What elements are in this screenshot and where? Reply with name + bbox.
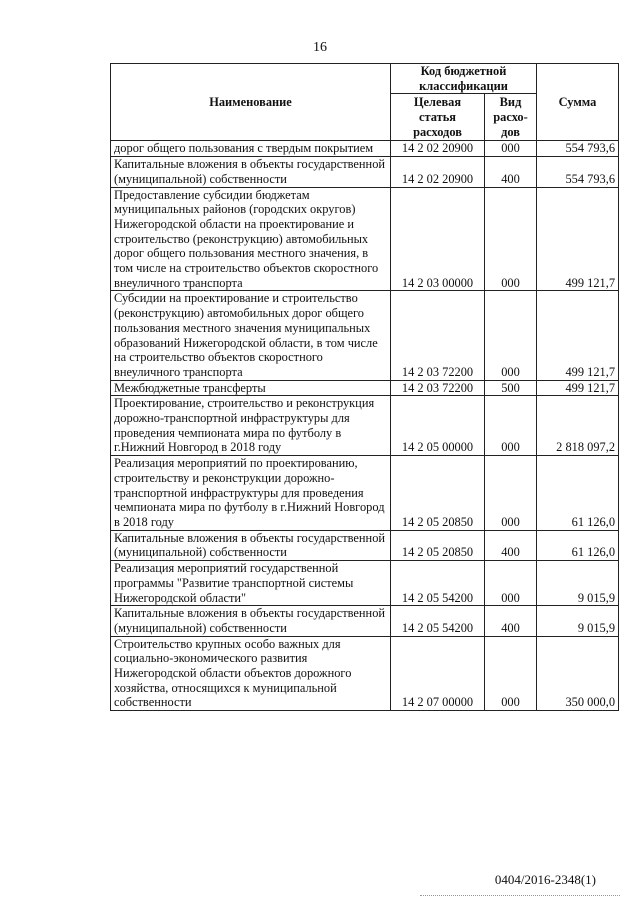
row-sum: 499 121,7 (537, 380, 619, 396)
row-expense-kind: 400 (485, 157, 537, 187)
table-row (111, 456, 619, 531)
row-sum: 499 121,7 (537, 291, 619, 380)
header-sum: Сумма (537, 64, 619, 141)
table-row (111, 291, 619, 380)
table-row (111, 157, 619, 187)
row-target-code: 14 2 05 00000 (391, 396, 485, 456)
row-name: Капитальные вложения в объекты государственной (муниципальной) собственности (111, 157, 391, 187)
row-target-code: 14 2 03 72200 (391, 291, 485, 380)
table-row (111, 396, 619, 456)
header-code-group: Код бюджетной классификации (391, 64, 537, 94)
row-expense-kind: 000 (485, 561, 537, 606)
row-name: Реализация мероприятий государственной программы "Развитие транспортной системы Нижегородской области" (111, 561, 391, 606)
row-sum: 61 126,0 (537, 530, 619, 560)
table-row (111, 530, 619, 560)
row-sum: 9 015,9 (537, 561, 619, 606)
row-expense-kind: 000 (485, 636, 537, 711)
row-expense-kind: 400 (485, 530, 537, 560)
row-expense-kind: 000 (485, 396, 537, 456)
row-sum: 554 793,6 (537, 141, 619, 157)
row-expense-kind: 500 (485, 380, 537, 396)
row-expense-kind: 000 (485, 291, 537, 380)
table-row (111, 141, 619, 157)
row-name: Межбюджетные трансферты (111, 380, 391, 396)
header-name: Наименование (111, 64, 391, 141)
scan-artifact (420, 895, 620, 897)
row-name: Реализация мероприятий по проектированию, строительству и реконструкции дорожно-транспортной инфраструктуры для проведения чемпионата мира по футболу в г.Нижний Новгород в 2018 году (111, 456, 391, 531)
row-name: Предоставление субсидии бюджетам муниципальных районов (городских округов) Нижегородской области на проектирование и строительство (реконструкцию) автомобильных дорог общего пользования местного значения, в том числе на строительство объектов скоростного внеуличного транспорта (111, 187, 391, 291)
row-target-code: 14 2 02 20900 (391, 141, 485, 157)
row-name: Капитальные вложения в объекты государственной (муниципальной) собственности (111, 606, 391, 636)
row-sum: 499 121,7 (537, 187, 619, 291)
table-row (111, 561, 619, 606)
table-row (111, 187, 619, 291)
table-row (111, 636, 619, 711)
budget-table (110, 63, 619, 711)
row-target-code: 14 2 05 20850 (391, 456, 485, 531)
row-target-code: 14 2 05 20850 (391, 530, 485, 560)
row-target-code: 14 2 05 54200 (391, 561, 485, 606)
row-expense-kind: 000 (485, 456, 537, 531)
row-expense-kind: 000 (485, 187, 537, 291)
row-expense-kind: 400 (485, 606, 537, 636)
document-code: 0404/2016-2348(1) (494, 872, 596, 887)
row-name: Проектирование, строительство и реконструкция дорожно-транспортной инфраструктуры для проведения чемпионата мира по футболу в г.Нижний Новгород в 2018 году (111, 396, 391, 456)
row-name: Строительство крупных особо важных для социально-экономического развития Нижегородской области объектов дорожного хозяйства, относящихся к муниципальной собственности (111, 636, 391, 711)
row-target-code: 14 2 05 54200 (391, 606, 485, 636)
row-name: дорог общего пользования с твердым покрытием (111, 141, 391, 157)
row-sum: 2 818 097,2 (537, 396, 619, 456)
row-name: Субсидии на проектирование и строительство (реконструкцию) автомобильных дорог общего пользования местного значения муниципальных образований Нижегородской области, в том числе на строительство объектов скоростного внеуличного транспорта (111, 291, 391, 380)
header-expense-kind: Вид расхо-дов (485, 94, 537, 141)
row-sum: 9 015,9 (537, 606, 619, 636)
row-sum: 350 000,0 (537, 636, 619, 711)
row-name: Капитальные вложения в объекты государственной (муниципальной) собственности (111, 530, 391, 560)
row-target-code: 14 2 03 00000 (391, 187, 485, 291)
row-target-code: 14 2 03 72200 (391, 380, 485, 396)
row-expense-kind: 000 (485, 141, 537, 157)
table-row (111, 606, 619, 636)
table-row (111, 380, 619, 396)
header-target-article: Целевая статья расходов (391, 94, 485, 141)
row-target-code: 14 2 02 20900 (391, 157, 485, 187)
row-target-code: 14 2 07 00000 (391, 636, 485, 711)
page-number: 16 (313, 40, 327, 55)
row-sum: 61 126,0 (537, 456, 619, 531)
row-sum: 554 793,6 (537, 157, 619, 187)
